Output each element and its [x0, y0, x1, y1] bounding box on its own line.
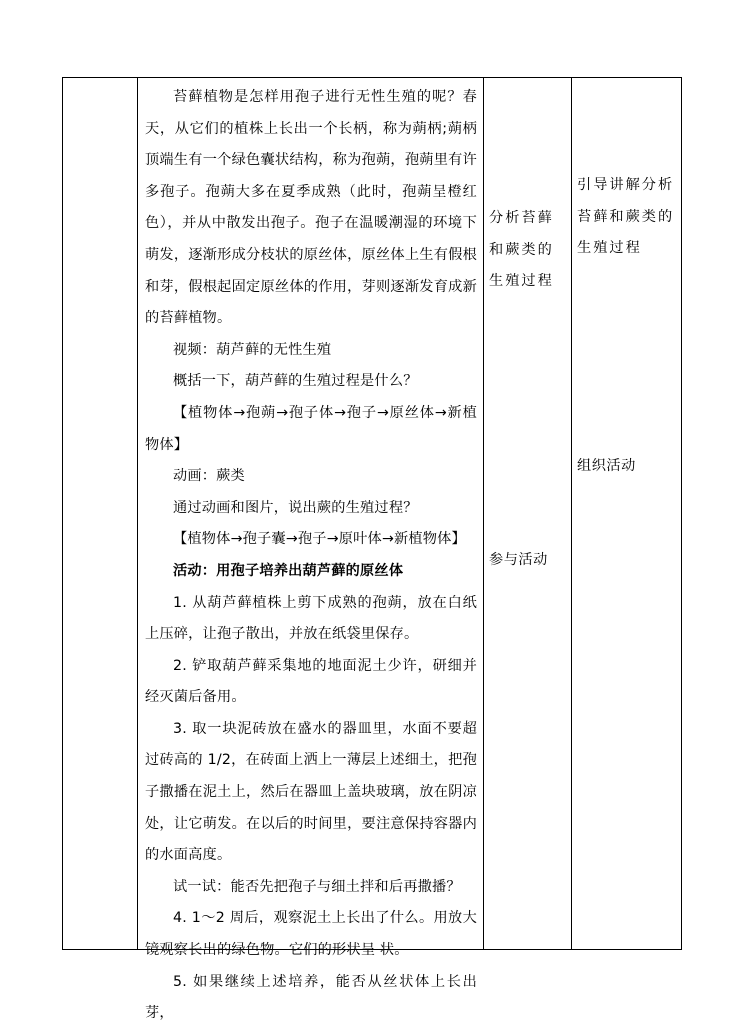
animation-label: 动画：蕨类 [173, 468, 245, 485]
question-fern: 通过动画和图片，说出蕨的生殖过程？ [173, 499, 418, 516]
step-4: 4. 1～2 周后，观察泥土上长出了什么。用放大镜观察长出的绿色物。它们的形状呈 状。 [145, 910, 477, 959]
teaching-content-cell [138, 78, 483, 1022]
step-1: 1. 从葫芦藓植株上剪下成熟的孢蒴，放在白纸上压碎，让孢子散出，并放在纸袋里保存。 [145, 594, 477, 643]
teacher-guide: 引导讲解分析苔藓和蕨类的生殖过程 [577, 177, 675, 257]
question-moss: 概括一下，葫芦藓的生殖过程是什么？ [173, 373, 418, 390]
student-activity-cell [483, 78, 571, 949]
step-5: 5. 如果继续上述培养，能否从丝状体上长出芽， [145, 973, 477, 1022]
student-participate: 参与活动 [489, 552, 548, 568]
lesson-table [62, 77, 682, 1022]
teacher-organize: 组织活动 [577, 458, 636, 474]
student-analyze: 分析苔藓和蕨类的生殖过程 [489, 210, 554, 290]
try-it: 试一试：能否先把孢子与细土拌和后再撒播？ [173, 878, 461, 895]
answer-moss: 【植物体→孢蒴→孢子体→孢子→原丝体→新植物体】 [145, 404, 477, 453]
activity-title: 活动：用孢子培养出葫芦藓的原丝体 [173, 562, 404, 579]
step-3: 3. 取一块泥砖放在盛水的器皿里，水面不要超过砖高的 1/2，在砖面上洒上一薄层上述细土，把孢子撒播在泥土上，然后在器皿上盖块玻璃，放在阴凉处，让它萌发。在以后的时间里，要注意保持容器内的水面高度。 [145, 720, 477, 864]
intro-paragraph: 苔藓植物是怎样用孢子进行无性生殖的呢？春天，从它们的植株上长出一个长柄，称为蒴柄;蒴柄顶端生有一个绿色囊状结构，称为孢蒴，孢蒴里有许多孢子。孢蒴大多在夏季成熟（此时，孢蒴呈橙红色），并从中散发出孢子。孢子在温暖潮湿的环境下萌发，逐渐形成分枝状的原丝体，原丝体上生有假根和芽，假根起固定原丝体的作用，芽则逐渐发育成新的苔藓植物。 [145, 89, 477, 327]
step-2: 2. 铲取葫芦藓采集地的地面泥土少许，研细并经灭菌后备用。 [145, 657, 477, 706]
video-label: 视频：葫芦藓的无性生殖 [173, 341, 332, 358]
teacher-activity-cell [571, 78, 681, 949]
answer-fern: 【植物体→孢子囊→孢子→原叶体→新植物体】 [173, 531, 466, 548]
